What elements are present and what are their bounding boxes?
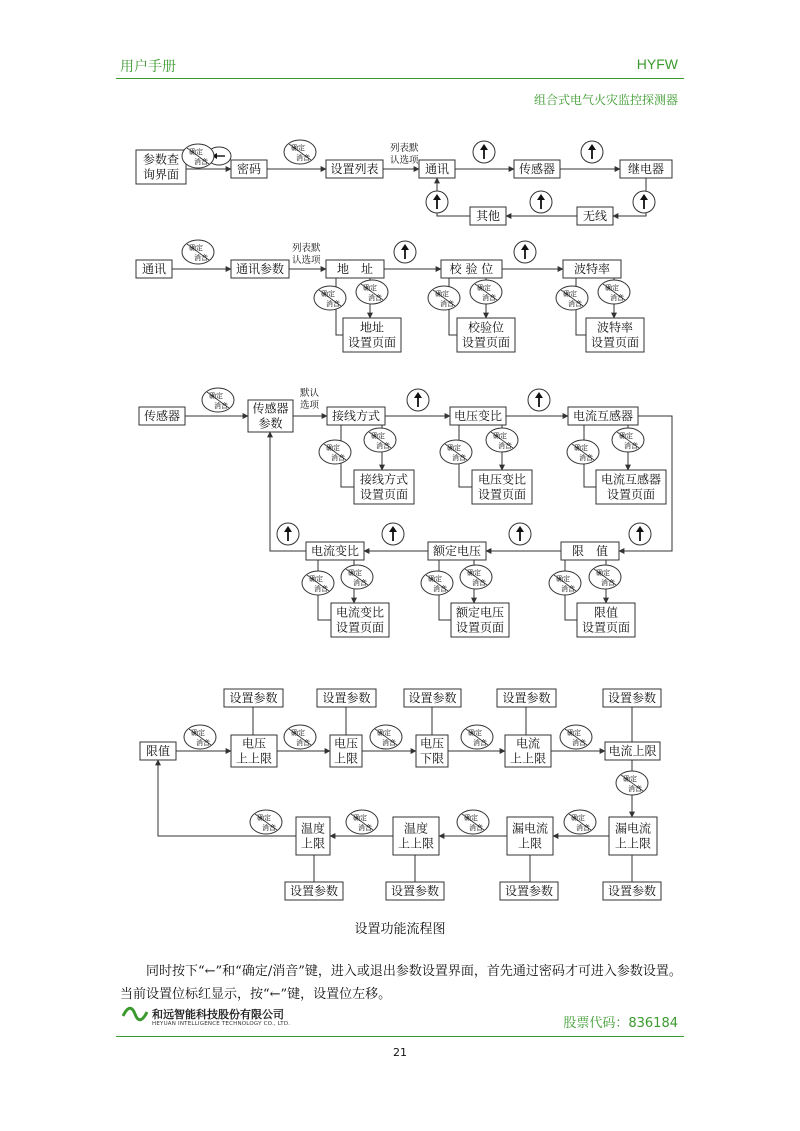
svg-text:消音: 消音 — [194, 158, 208, 166]
svg-text:确定: 确定 — [326, 444, 340, 452]
confirm-mute-key-icon — [370, 725, 402, 749]
confirm-mute-key-icon — [314, 286, 346, 310]
confirm-mute-key-icon — [616, 771, 648, 795]
svg-text:确定: 确定 — [477, 284, 491, 292]
svg-text:确定: 确定 — [619, 432, 633, 440]
node-volt-upper — [330, 735, 362, 767]
svg-text:消音: 消音 — [624, 442, 638, 450]
node-set-param-top-5 — [603, 689, 661, 707]
node-rated-volt-page — [451, 603, 509, 637]
confirm-mute-key-icon — [567, 440, 599, 464]
svg-text:确定: 确定 — [567, 729, 581, 737]
node-sensor-param-label: 参数 — [258, 416, 283, 431]
node-password — [231, 160, 267, 178]
up-key-icon — [633, 191, 655, 213]
node-leak-upper-upper-label: 上上限 — [614, 836, 652, 851]
node-volt-ratio-label: 电压变比 — [453, 409, 503, 423]
node-temp-upper-label: 温度 — [300, 821, 326, 836]
confirm-mute-key-icon — [549, 571, 581, 595]
node-volt-upper-label: 上限 — [333, 751, 359, 766]
note-list-default: 列表默 — [390, 143, 419, 154]
svg-text:确定: 确定 — [435, 290, 449, 298]
svg-text:消音: 消音 — [561, 585, 575, 593]
up-key-icon — [277, 523, 299, 545]
node-set-param-top-4-label: 设置参数 — [502, 691, 551, 705]
up-key-icon — [382, 523, 404, 545]
node-comm2 — [136, 260, 172, 278]
up-key-icon — [581, 141, 603, 163]
node-set-param-bottom-1 — [285, 882, 343, 900]
confirm-mute-key-icon — [461, 725, 493, 749]
node-curr-ratio — [306, 542, 364, 560]
node-setting-list-label: 设置列表 — [330, 162, 379, 176]
company-logo-icon — [122, 1004, 148, 1024]
header-model: HYFW — [636, 56, 678, 72]
svg-text:消音: 消音 — [194, 254, 208, 262]
node-param-query-label: 参数查 — [142, 152, 180, 167]
node-curr-upper-upper — [505, 735, 551, 767]
node-limit-page — [577, 603, 635, 637]
node-ct-page-label: 电流互感器 — [600, 472, 662, 487]
up-key-icon — [407, 389, 429, 411]
node-limit-label: 限 值 — [571, 544, 609, 558]
node-leak-upper-upper-label: 漏电流 — [614, 821, 652, 836]
svg-text:确定: 确定 — [257, 814, 271, 822]
svg-text:确定: 确定 — [571, 814, 585, 822]
note-default-option: 选项 — [300, 400, 320, 411]
node-set-param-top-4 — [497, 689, 556, 707]
confirm-mute-key-icon — [564, 810, 596, 834]
node-baud-page — [586, 318, 644, 352]
node-limit-page-label: 限值 — [593, 605, 619, 620]
node-check-bit-page-label: 校验位 — [467, 320, 505, 335]
confirm-mute-key-icon — [182, 240, 214, 264]
svg-text:消音: 消音 — [469, 824, 483, 832]
node-check-bit-page — [457, 318, 515, 352]
node-set-param-bottom-2 — [386, 882, 444, 900]
node-volt-ratio-page — [472, 470, 532, 504]
node-set-param-top-2 — [317, 689, 376, 707]
confirm-mute-key-icon — [556, 286, 588, 310]
up-key-icon — [509, 523, 531, 545]
node-baud-page-label: 设置页面 — [590, 335, 640, 350]
node-volt-upper-label: 电压 — [333, 736, 359, 751]
node-comm-label: 通讯 — [424, 162, 450, 176]
node-curr-ratio-label: 电流变比 — [310, 544, 360, 558]
node-volt-upper-upper-label: 上上限 — [235, 751, 273, 766]
svg-text:确定: 确定 — [468, 729, 482, 737]
node-wireless-label: 无线 — [582, 209, 608, 223]
node-volt-ratio — [450, 407, 506, 425]
svg-text:消音: 消音 — [262, 824, 276, 832]
svg-text:消音: 消音 — [433, 585, 447, 593]
svg-text:确定: 确定 — [596, 569, 610, 577]
node-sensor-param — [248, 400, 293, 432]
svg-text:确定: 确定 — [371, 432, 385, 440]
node-curr-ratio-page-label: 电流变比 — [335, 605, 385, 620]
up-key-icon — [528, 389, 550, 411]
svg-text:消音: 消音 — [498, 442, 512, 450]
svg-text:消音: 消音 — [353, 579, 367, 587]
svg-text:确定: 确定 — [348, 569, 362, 577]
confirm-mute-key-icon — [182, 144, 214, 168]
node-curr-ratio-page-label: 设置页面 — [335, 620, 385, 635]
node-other-label: 其他 — [475, 209, 501, 223]
svg-text:确定: 确定 — [605, 284, 619, 292]
note-list-default: 认选项 — [292, 255, 321, 266]
node-setting-list — [326, 160, 383, 178]
node-sensor2-label: 传感器 — [143, 409, 181, 423]
node-set-param-top-5-label: 设置参数 — [607, 691, 657, 705]
company-name: 和远智能科技股份有限公司 — [152, 1008, 284, 1021]
node-temp-upper-upper — [393, 817, 439, 855]
confirm-mute-key-icon — [457, 810, 489, 834]
svg-text:确定: 确定 — [209, 392, 223, 400]
node-curr-upper-upper-label: 电流 — [515, 736, 541, 751]
up-key-icon — [514, 241, 536, 263]
up-key-icon — [394, 241, 416, 263]
svg-text:确定: 确定 — [428, 575, 442, 583]
node-check-bit-page-label: 设置页面 — [461, 335, 511, 350]
node-limit2-label: 限值 — [145, 744, 171, 758]
node-volt-ratio-page-label: 电压变比 — [477, 472, 527, 487]
node-param-query-label: 询界面 — [142, 167, 180, 182]
svg-text:消音: 消音 — [579, 454, 593, 462]
node-password-label: 密码 — [236, 162, 262, 176]
svg-text:确定: 确定 — [563, 290, 577, 298]
svg-text:消音: 消音 — [610, 294, 624, 302]
svg-text:消音: 消音 — [376, 442, 390, 450]
node-address-page-label: 设置页面 — [347, 335, 397, 350]
node-leak-upper-upper — [609, 817, 657, 855]
node-check-bit — [441, 260, 502, 278]
svg-text:消音: 消音 — [601, 579, 615, 587]
svg-text:消音: 消音 — [576, 824, 590, 832]
up-key-icon — [473, 141, 495, 163]
svg-text:消音: 消音 — [568, 300, 582, 308]
node-baud-label: 波特率 — [573, 262, 611, 276]
up-key-icon — [530, 191, 552, 213]
svg-text:消音: 消音 — [196, 739, 210, 747]
confirm-mute-key-icon — [356, 280, 388, 304]
confirm-mute-key-icon — [470, 280, 502, 304]
node-address-label: 地 址 — [336, 262, 374, 276]
node-curr-ratio-page — [331, 603, 389, 637]
node-wiring — [327, 407, 385, 425]
confirm-mute-key-icon — [346, 810, 378, 834]
node-ct-page-label: 设置页面 — [606, 487, 656, 502]
svg-text:确定: 确定 — [623, 775, 637, 783]
svg-text:确定: 确定 — [556, 575, 570, 583]
node-leak-upper-label: 漏电流 — [511, 821, 549, 836]
page-number: 21 — [393, 1046, 407, 1059]
svg-text:消音: 消音 — [326, 300, 340, 308]
node-address-page — [343, 318, 401, 352]
svg-text:确定: 确定 — [447, 444, 461, 452]
node-set-param-top-1 — [224, 689, 283, 707]
node-sensor-label: 传感器 — [518, 162, 556, 176]
node-set-param-top-2-label: 设置参数 — [322, 691, 371, 705]
svg-text:确定: 确定 — [467, 569, 481, 577]
note-list-default: 列表默 — [292, 243, 321, 254]
node-baud-page-label: 波特率 — [596, 320, 634, 335]
svg-text:确定: 确定 — [291, 729, 305, 737]
confirm-mute-key-icon — [284, 725, 316, 749]
header-product-name: 组合式电气火灾监控探测器 — [533, 93, 678, 107]
node-sensor2 — [139, 407, 185, 425]
confirm-mute-key-icon — [364, 428, 396, 452]
node-param-query — [136, 150, 186, 184]
node-set-param-bottom-3 — [500, 882, 558, 900]
node-leak-upper-label: 上限 — [517, 836, 543, 851]
node-temp-upper-label: 上限 — [300, 836, 326, 851]
node-limit — [561, 542, 619, 560]
instruction-paragraph: 同时按下“←”和“确定/消音”键，进入或退出参数设置界面，首先通过密码才可进入参数设置。当前设置位标红显示，按“←”键，设置位左移。 — [120, 964, 682, 1002]
node-volt-lower — [416, 735, 448, 767]
node-limit2 — [140, 742, 176, 760]
svg-text:消音: 消音 — [382, 739, 396, 747]
node-sensor — [514, 160, 560, 178]
up-key-icon — [426, 191, 448, 213]
svg-text:确定: 确定 — [321, 290, 335, 298]
confirm-mute-key-icon — [184, 725, 216, 749]
svg-text:消音: 消音 — [628, 785, 642, 793]
node-relay — [620, 160, 672, 178]
svg-text:消音: 消音 — [358, 824, 372, 832]
confirm-mute-key-icon — [302, 571, 334, 595]
node-baud — [563, 260, 621, 278]
node-comm-param-label: 通讯参数 — [235, 262, 285, 276]
node-sensor-param-label: 传感器 — [252, 401, 289, 416]
svg-text:确定: 确定 — [191, 729, 205, 737]
confirm-mute-key-icon — [284, 140, 316, 164]
confirm-mute-key-icon — [440, 440, 472, 464]
svg-text:消音: 消音 — [296, 739, 310, 747]
svg-text:确定: 确定 — [189, 148, 203, 156]
svg-text:消音: 消音 — [296, 154, 310, 162]
svg-text:确定: 确定 — [309, 575, 323, 583]
node-volt-ratio-page-label: 设置页面 — [477, 487, 527, 502]
node-check-bit-label: 校 验 位 — [449, 262, 494, 276]
footer-divider — [116, 1036, 684, 1037]
node-volt-lower-label: 电压 — [419, 736, 445, 751]
node-leak-upper — [507, 817, 553, 855]
note-default-option: 默认 — [300, 388, 320, 399]
confirm-mute-key-icon — [486, 428, 518, 452]
node-comm2-label: 通讯 — [141, 262, 167, 276]
svg-text:消音: 消音 — [314, 585, 328, 593]
svg-text:消音: 消音 — [368, 294, 382, 302]
confirm-mute-key-icon — [589, 565, 621, 589]
node-rated-volt-label: 额定电压 — [432, 544, 482, 558]
node-volt-upper-upper-label: 电压 — [241, 736, 267, 751]
svg-text:消音: 消音 — [482, 294, 496, 302]
confirm-mute-key-icon — [460, 565, 492, 589]
node-curr-upper-upper-label: 上上限 — [509, 751, 547, 766]
svg-text:消音: 消音 — [331, 454, 345, 462]
node-limit-page-label: 设置页面 — [581, 620, 631, 635]
svg-text:消音: 消音 — [472, 579, 486, 587]
svg-text:确定: 确定 — [363, 284, 377, 292]
node-set-param-top-1-label: 设置参数 — [229, 691, 278, 705]
svg-text:确定: 确定 — [464, 814, 478, 822]
node-set-param-bottom-4-label: 设置参数 — [607, 884, 657, 898]
node-set-param-bottom-1-label: 设置参数 — [289, 884, 339, 898]
node-wiring-page-label: 设置页面 — [359, 487, 409, 502]
svg-text:消音: 消音 — [214, 402, 228, 410]
node-set-param-top-3-label: 设置参数 — [408, 691, 457, 705]
node-ct-label: 电流互感器 — [572, 409, 634, 423]
node-set-param-top-3 — [404, 689, 461, 707]
svg-text:确定: 确定 — [493, 432, 507, 440]
svg-text:确定: 确定 — [353, 814, 367, 822]
node-address-page-label: 地址 — [359, 320, 385, 335]
confirm-mute-key-icon — [319, 440, 351, 464]
node-wiring-page-label: 接线方式 — [359, 472, 409, 487]
node-address — [326, 260, 384, 278]
node-ct-page — [596, 470, 666, 504]
company-name-en: HEYUAN INTELLIGENCE TECHNOLOGY CO., LTD. — [152, 1021, 291, 1027]
node-ct — [568, 407, 638, 425]
svg-text:消音: 消音 — [440, 300, 454, 308]
confirm-mute-key-icon — [428, 286, 460, 310]
node-set-param-bottom-3-label: 设置参数 — [504, 884, 554, 898]
header-manual-title: 用户手册 — [120, 59, 176, 75]
confirm-mute-key-icon — [341, 565, 373, 589]
node-set-param-bottom-2-label: 设置参数 — [390, 884, 440, 898]
svg-text:消音: 消音 — [473, 739, 487, 747]
node-wiring-label: 接线方式 — [331, 409, 381, 423]
confirm-mute-key-icon — [421, 571, 453, 595]
svg-text:确定: 确定 — [574, 444, 588, 452]
node-wireless — [577, 207, 613, 225]
node-volt-upper-upper — [231, 735, 277, 767]
node-wiring-page — [354, 470, 414, 504]
svg-text:消音: 消音 — [452, 454, 466, 462]
node-curr-upper-label: 电流上限 — [608, 744, 657, 758]
node-temp-upper-upper-label: 温度 — [403, 821, 429, 836]
confirm-mute-key-icon — [560, 725, 592, 749]
node-set-param-bottom-4 — [603, 882, 661, 900]
node-relay-label: 继电器 — [627, 162, 665, 176]
confirm-mute-key-icon — [250, 810, 282, 834]
confirm-mute-key-icon — [598, 280, 630, 304]
node-comm-param — [231, 260, 289, 278]
confirm-mute-key-icon — [612, 428, 644, 452]
node-comm — [419, 160, 455, 178]
up-key-icon — [629, 523, 651, 545]
svg-text:消音: 消音 — [572, 739, 586, 747]
figure-caption: 设置功能流程图 — [354, 922, 446, 937]
node-rated-volt-page-label: 设置页面 — [455, 620, 505, 635]
svg-text:确定: 确定 — [189, 244, 203, 252]
node-temp-upper-upper-label: 上上限 — [397, 836, 435, 851]
node-curr-upper — [605, 742, 660, 760]
svg-text:确定: 确定 — [377, 729, 391, 737]
node-rated-volt-page-label: 额定电压 — [455, 605, 505, 620]
node-other — [470, 207, 506, 225]
note-list-default: 认选项 — [390, 155, 419, 166]
svg-text:确定: 确定 — [291, 144, 305, 152]
node-temp-upper — [296, 817, 330, 855]
confirm-mute-key-icon — [202, 388, 234, 412]
stock-code: 股票代码：836184 — [563, 1016, 678, 1031]
node-rated-volt — [428, 542, 486, 560]
node-volt-lower-label: 下限 — [419, 751, 445, 766]
